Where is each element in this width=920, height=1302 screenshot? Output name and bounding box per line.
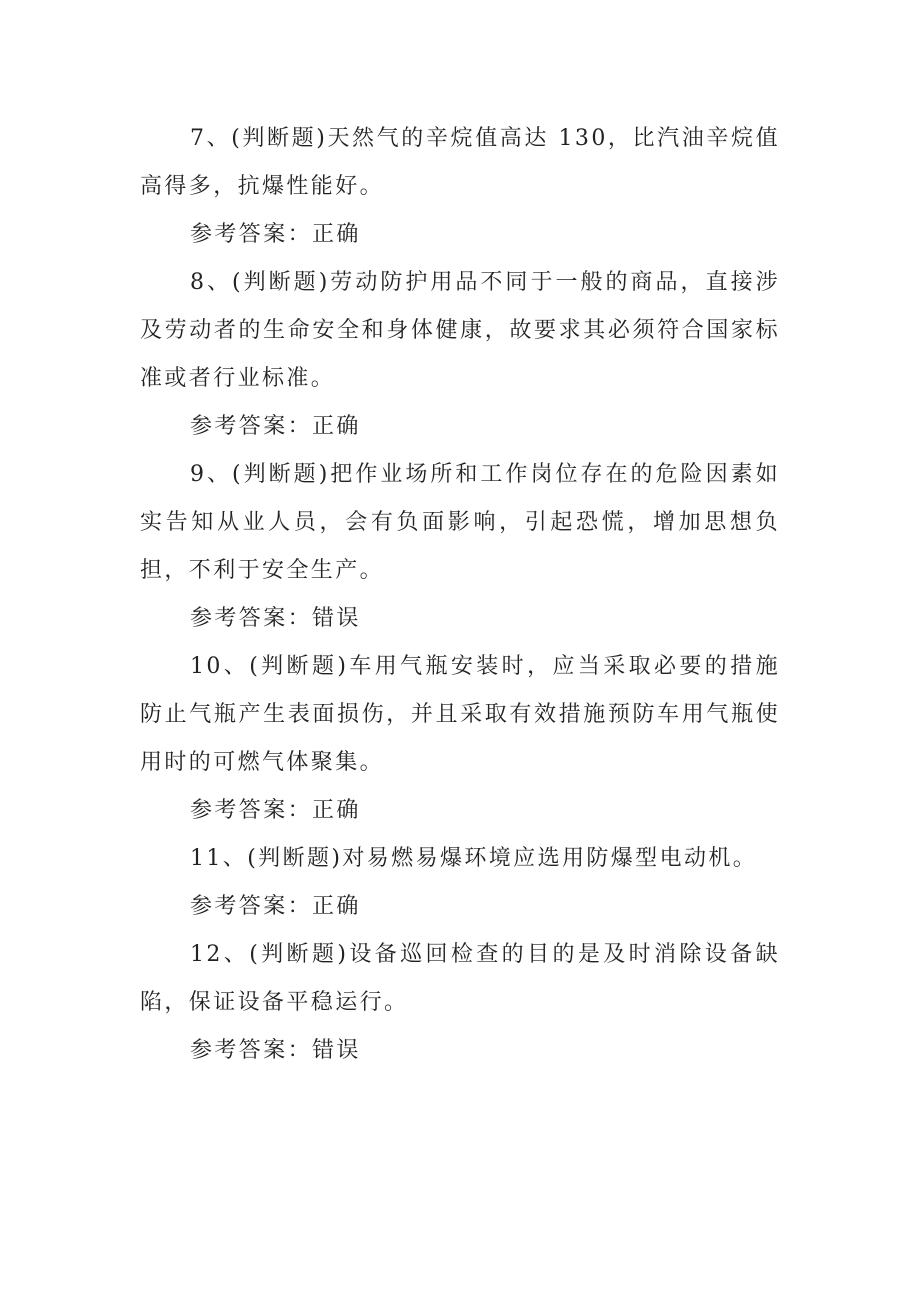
question-type: (判断题) xyxy=(249,654,349,679)
question-8 xyxy=(140,259,780,403)
question-text: 把作业场所和工作岗位存在的危险因素如实告知从业人员，会有负面影响，引起恐慌，增加思想负担，不利于安全生产。 xyxy=(140,462,780,583)
question-9 xyxy=(140,451,780,595)
question-11 xyxy=(140,835,780,883)
question-number: 8、 xyxy=(190,270,233,295)
answer-label: 参考答案： xyxy=(190,1038,313,1063)
answer-9 xyxy=(140,595,780,643)
question-number: 10、 xyxy=(190,654,250,679)
question-10 xyxy=(140,643,780,787)
answer-value: 正确 xyxy=(312,414,361,439)
answer-value: 正确 xyxy=(312,798,361,823)
answer-11 xyxy=(140,883,780,931)
answer-value: 错误 xyxy=(312,1038,361,1063)
question-12 xyxy=(140,931,780,1027)
answer-label: 参考答案： xyxy=(190,414,313,439)
answer-label: 参考答案： xyxy=(190,894,313,919)
answer-12 xyxy=(140,1027,780,1075)
question-number: 11、 xyxy=(190,846,248,871)
question-text: 对易燃易爆环境应选用防爆型电动机。 xyxy=(342,846,758,871)
question-type: (判断题) xyxy=(249,942,349,967)
answer-8 xyxy=(140,403,780,451)
answer-label: 参考答案： xyxy=(190,222,313,247)
question-number: 7、 xyxy=(190,126,232,151)
question-text: 天然气的辛烷值高达 130，比汽油辛烷值高得多，抗爆性能好。 xyxy=(140,126,780,199)
question-7 xyxy=(140,115,780,211)
question-number: 9、 xyxy=(190,462,233,487)
answer-value: 正确 xyxy=(312,222,361,247)
answer-10 xyxy=(140,787,780,835)
answer-label: 参考答案： xyxy=(190,798,313,823)
question-type: (判断题) xyxy=(232,270,330,295)
question-text: 劳动防护用品不同于一般的商品，直接涉及劳动者的生命安全和身体健康，故要求其必须符合国家标准或者行业标准。 xyxy=(140,270,780,391)
question-type: (判断题) xyxy=(247,846,343,871)
question-text: 设备巡回检查的目的是及时消除设备缺陷，保证设备平稳运行。 xyxy=(140,942,780,1015)
question-type: (判断题) xyxy=(231,126,328,151)
answer-7 xyxy=(140,211,780,259)
question-text: 车用气瓶安装时，应当采取必要的措施防止气瓶产生表面损伤，并且采取有效措施预防车用气瓶使用时的可燃气体聚集。 xyxy=(140,654,780,775)
question-type: (判断题) xyxy=(232,462,330,487)
question-list xyxy=(140,115,780,1075)
question-number: 12、 xyxy=(190,942,250,967)
answer-label: 参考答案： xyxy=(190,606,313,631)
answer-value: 错误 xyxy=(312,606,361,631)
answer-value: 正确 xyxy=(312,894,361,919)
